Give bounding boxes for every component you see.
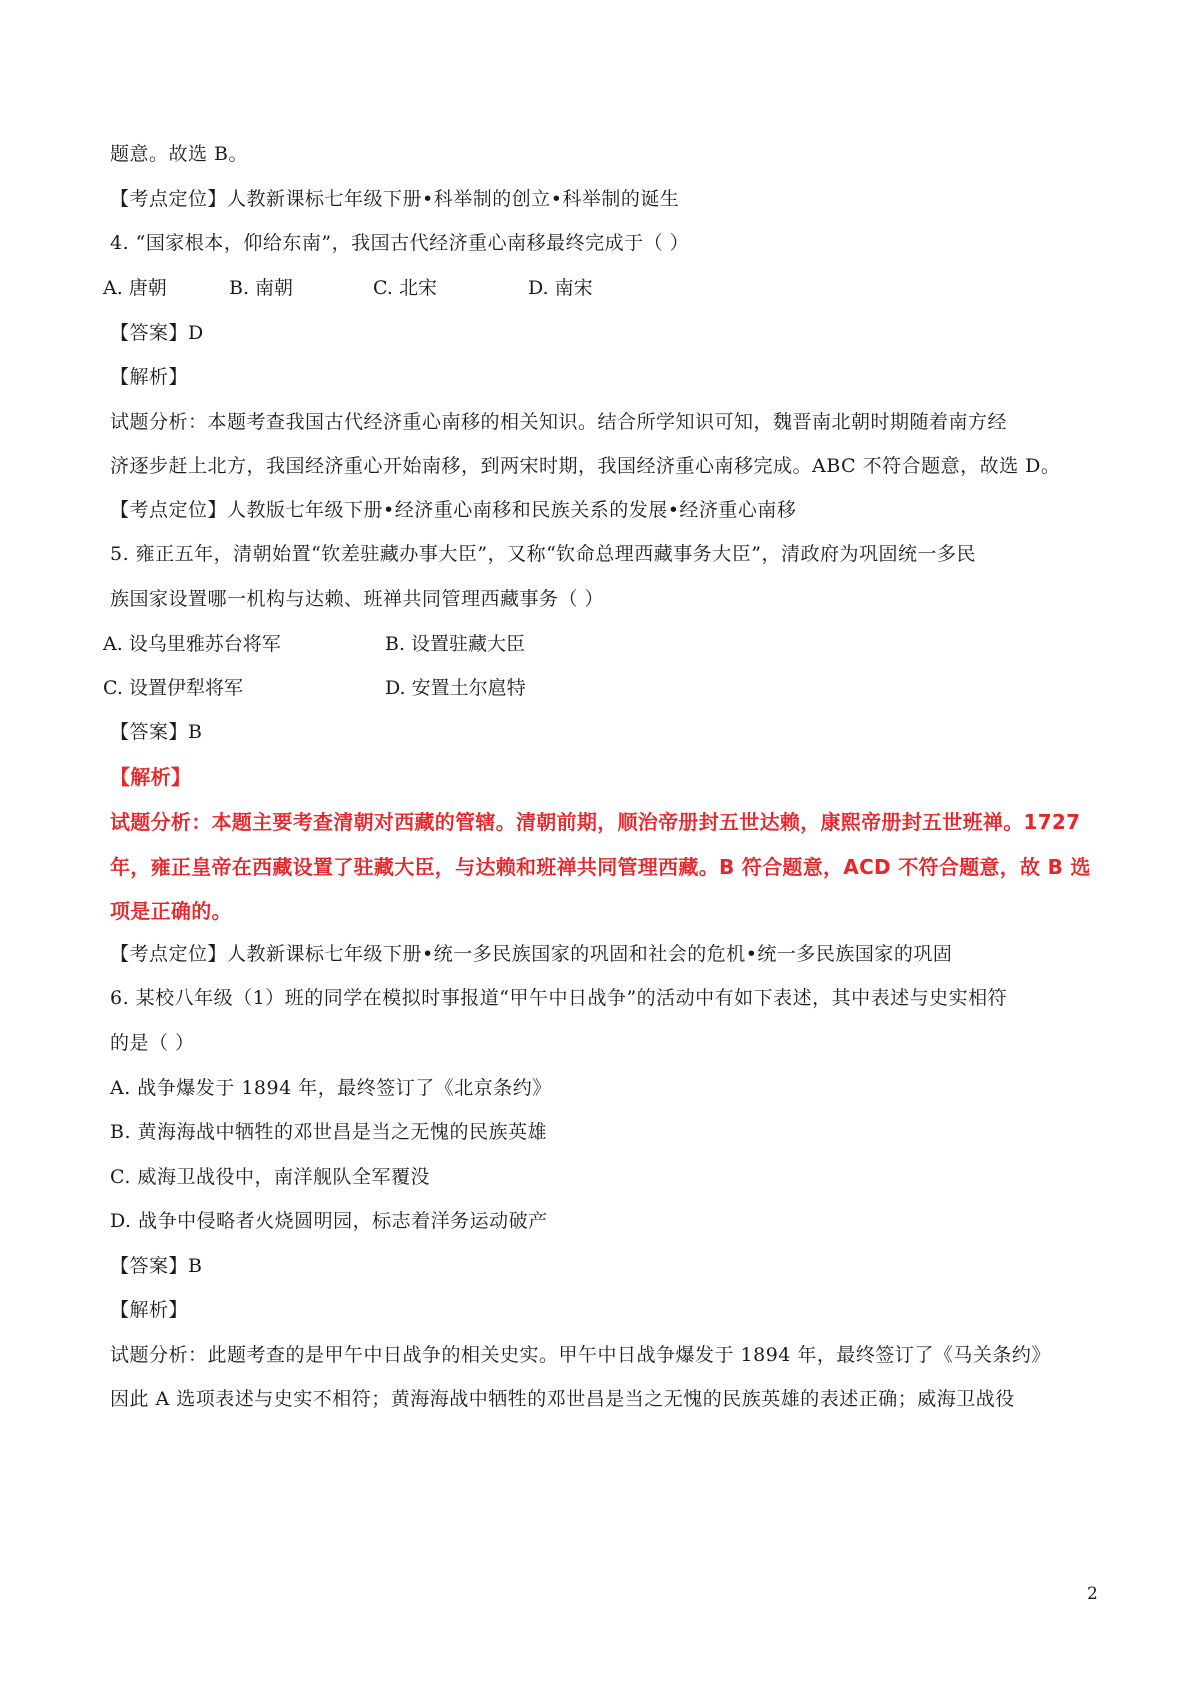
analysis-heading-q6: 【解析】 (110, 1299, 189, 1321)
q6-option-d: D. 战争中侵略者火烧圆明园，标志着洋务运动破产 (110, 1210, 548, 1232)
question-6-line1: 6. 某校八年级（1）班的同学在模拟时事报道“甲午中日战争”的活动中有如下表述，其中表述与史实相符 (110, 987, 1008, 1009)
q4-option-b: B. 南朝 (229, 277, 294, 299)
question-5-line1: 5. 雍正五年，清朝始置“钦差驻藏办事大臣”，又称“钦命总理西藏事务大臣”，清政府为巩固统一多民 (110, 543, 977, 565)
analysis-heading-q5: 【解析】 (110, 765, 192, 789)
analysis-text-q4-line1: 试题分析：本题考查我国古代经济重心南移的相关知识。结合所学知识可知，魏晋南北朝时期随着南方经 (110, 411, 1008, 433)
analysis-text-q6-line1: 试题分析：此题考查的是甲午中日战争的相关史实。甲午中日战争爆发于 1894 年，最终签订了《马关条约》 (110, 1344, 1051, 1366)
analysis-text-q5-line3: 项是正确的。 (110, 899, 232, 923)
knowledge-point-q3: 【考点定位】人教新课标七年级下册•科举制的创立•科举制的诞生 (110, 188, 680, 210)
answer-q5: 【答案】B (110, 721, 203, 743)
q6-option-b: B. 黄海海战中牺牲的邓世昌是当之无愧的民族英雄 (110, 1121, 548, 1143)
analysis-text-q5-line2: 年，雍正皇帝在西藏设置了驻藏大臣，与达赖和班禅共同管理西藏。B 符合题意，ACD 不符合题意，故 B 选 (110, 855, 1091, 879)
q4-option-d: D. 南宋 (528, 277, 593, 299)
knowledge-point-q4: 【考点定位】人教版七年级下册•经济重心南移和民族关系的发展•经济重心南移 (110, 499, 797, 521)
question-5-line2: 族国家设置哪一机构与达赖、班禅共同管理西藏事务（ ） (110, 588, 605, 610)
analysis-text-q6-line2: 因此 A 选项表述与史实不相符；黄海海战中牺牲的邓世昌是当之无愧的民族英雄的表述正确；威海卫战役 (110, 1388, 1015, 1410)
analysis-text-q4-line2: 济逐步赶上北方，我国经济重心开始南移，到两宋时期，我国经济重心南移完成。ABC 不符合题意，故选 D。 (110, 455, 1061, 477)
page-number: 2 (1087, 1584, 1098, 1604)
q4-option-c: C. 北宋 (373, 277, 437, 299)
q5-option-c: C. 设置伊犁将军 (103, 677, 243, 699)
q5-option-b: B. 设置驻藏大臣 (385, 633, 526, 655)
question-6-line2: 的是（ ） (110, 1032, 195, 1054)
q6-option-a: A. 战争爆发于 1894 年，最终签订了《北京条约》 (110, 1077, 552, 1099)
text-line: 题意。故选 B。 (110, 143, 249, 165)
q6-option-c: C. 威海卫战役中，南洋舰队全军覆没 (110, 1166, 430, 1188)
answer-q4: 【答案】D (110, 322, 204, 344)
question-4: 4. “国家根本，仰给东南”，我国古代经济重心南移最终完成于（ ） (110, 232, 690, 254)
knowledge-point-q5: 【考点定位】人教新课标七年级下册•统一多民族国家的巩固和社会的危机•统一多民族国家的巩固 (110, 943, 953, 965)
q5-option-d: D. 安置土尔扈特 (385, 677, 526, 699)
answer-q6: 【答案】B (110, 1255, 203, 1277)
analysis-text-q5-line1: 试题分析：本题主要考查清朝对西藏的管辖。清朝前期，顺治帝册封五世达赖，康熙帝册封五世班禅。1727 (110, 810, 1081, 834)
q5-option-a: A. 设乌里雅苏台将军 (103, 633, 281, 655)
analysis-heading-q4: 【解析】 (110, 366, 189, 388)
q4-option-a: A. 唐朝 (103, 277, 167, 299)
